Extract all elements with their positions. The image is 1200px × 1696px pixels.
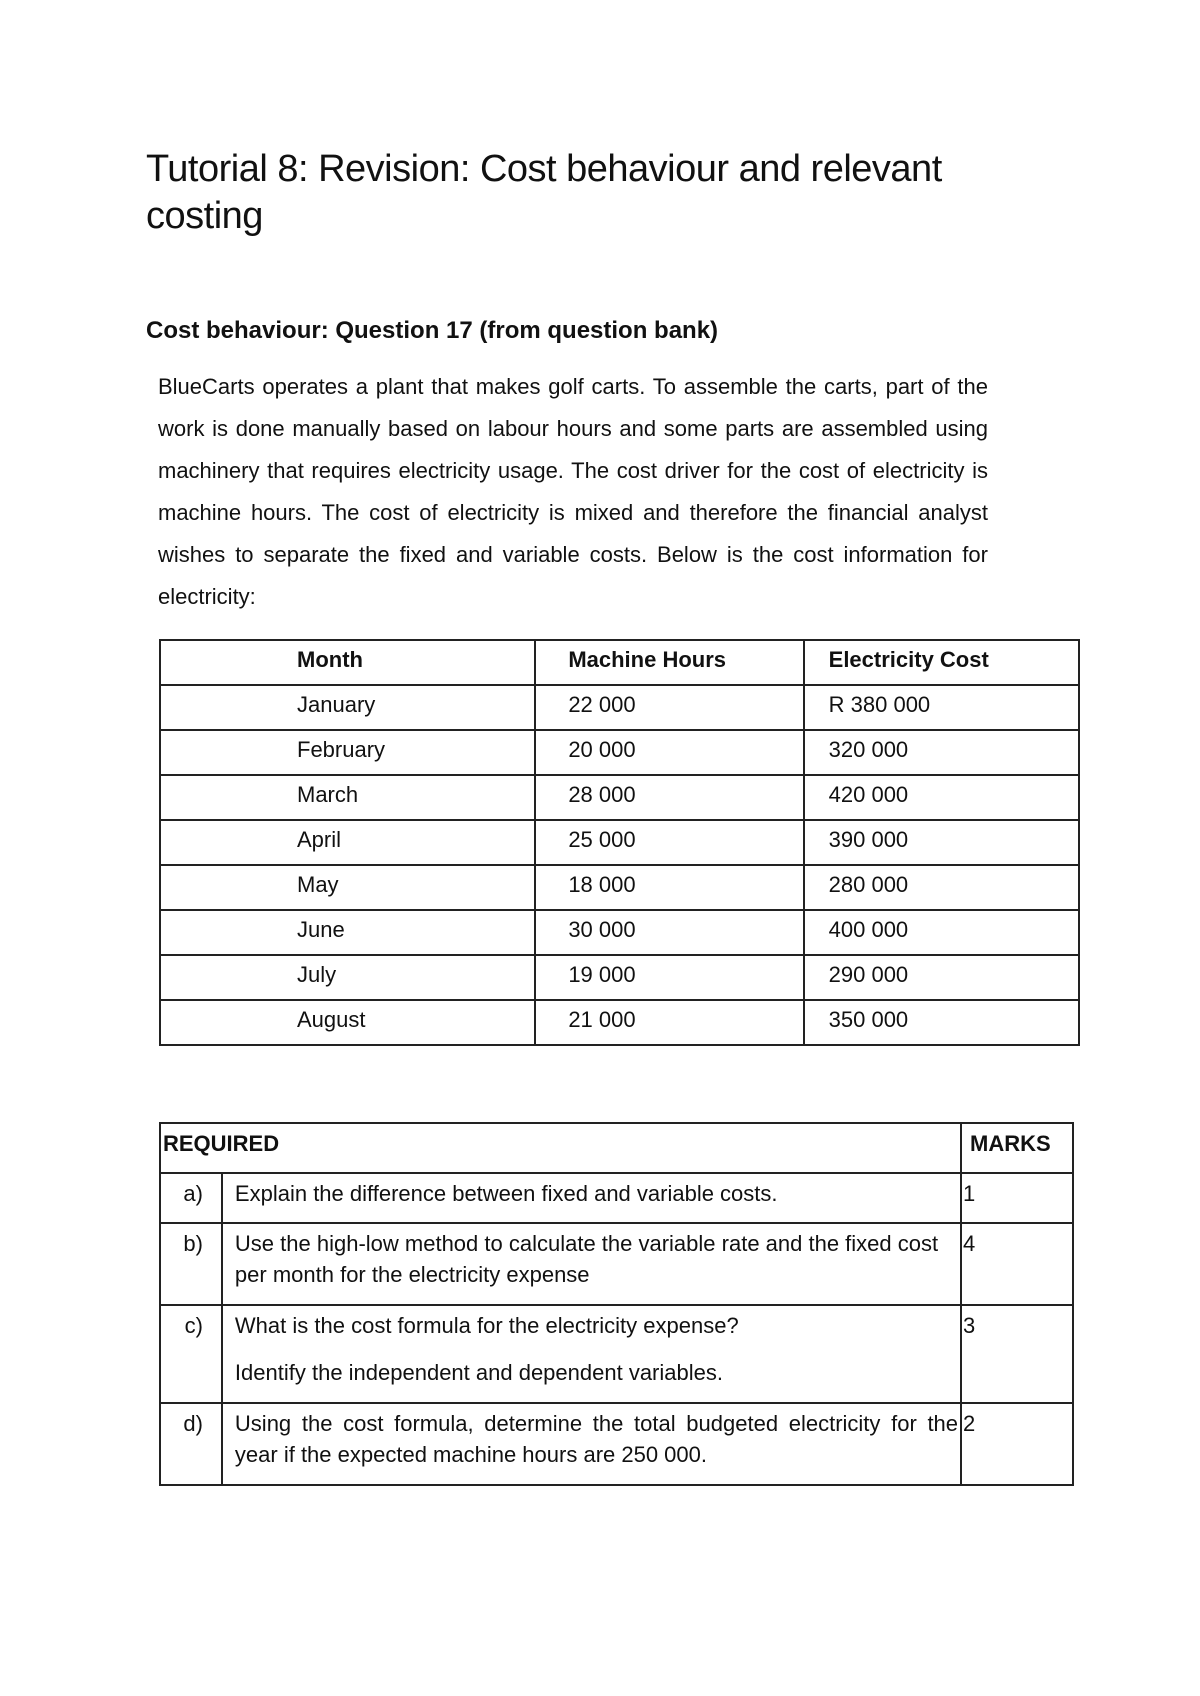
- electricity-cost-cell: 350 000: [804, 1000, 1079, 1045]
- question-letter: a): [160, 1173, 222, 1223]
- month-cell: June: [160, 910, 535, 955]
- table-row: [160, 1000, 1079, 1045]
- table-row: [160, 910, 1079, 955]
- table-row: [160, 685, 1079, 730]
- month-cell: August: [160, 1000, 535, 1045]
- question-letter: c): [160, 1305, 222, 1403]
- month-cell: May: [160, 865, 535, 910]
- header-electricity-cost: Electricity Cost: [804, 640, 1079, 685]
- month-cell: February: [160, 730, 535, 775]
- question-text: Explain the difference between fixed and variable costs.: [222, 1173, 961, 1223]
- table-row: [160, 955, 1079, 1000]
- machine-hours-cell: 22 000: [535, 685, 803, 730]
- electricity-cost-cell: 280 000: [804, 865, 1079, 910]
- electricity-cost-cell: 290 000: [804, 955, 1079, 1000]
- electricity-cost-table: [159, 639, 1080, 1046]
- table-row: [160, 820, 1079, 865]
- question-text-cell: [222, 1305, 961, 1403]
- machine-hours-cell: 21 000: [535, 1000, 803, 1045]
- machine-hours-cell: 28 000: [535, 775, 803, 820]
- question-letter: d): [160, 1403, 222, 1485]
- month-cell: January: [160, 685, 535, 730]
- machine-hours-cell: 20 000: [535, 730, 803, 775]
- electricity-cost-cell: 320 000: [804, 730, 1079, 775]
- question-text: Using the cost formula, determine the total budgeted electricity for the year if the expected machine hours are 250 000.: [222, 1403, 961, 1485]
- question-marks: 1: [961, 1173, 1073, 1223]
- month-cell: March: [160, 775, 535, 820]
- table-row: [160, 775, 1079, 820]
- question-marks: 2: [961, 1403, 1073, 1485]
- electricity-cost-cell: 420 000: [804, 775, 1079, 820]
- required-row: [160, 1403, 1073, 1485]
- month-cell: April: [160, 820, 535, 865]
- electricity-cost-cell: R 380 000: [804, 685, 1079, 730]
- machine-hours-cell: 30 000: [535, 910, 803, 955]
- table-header-row: [160, 640, 1079, 685]
- month-cell: July: [160, 955, 535, 1000]
- electricity-cost-cell: 400 000: [804, 910, 1079, 955]
- required-row: [160, 1223, 1073, 1305]
- question-letter: b): [160, 1223, 222, 1305]
- header-machine-hours: Machine Hours: [535, 640, 803, 685]
- question-subtext: Identify the independent and dependent variables.: [234, 1360, 723, 1385]
- question-text: Use the high-low method to calculate the variable rate and the fixed cost per month for the electricity expense: [222, 1223, 961, 1305]
- machine-hours-cell: 25 000: [535, 820, 803, 865]
- table-row: [160, 865, 1079, 910]
- question-marks: 4: [961, 1223, 1073, 1305]
- table-row: [160, 730, 1079, 775]
- electricity-cost-cell: 390 000: [804, 820, 1079, 865]
- machine-hours-cell: 19 000: [535, 955, 803, 1000]
- required-row: [160, 1173, 1073, 1223]
- required-table: [159, 1122, 1074, 1486]
- machine-hours-cell: 18 000: [535, 865, 803, 910]
- intro-paragraph: BlueCarts operates a plant that makes golf carts. To assemble the carts, part of the work is done manually based on labour hours and some parts are assembled using machinery that requires electricity usage. The cost driver for the cost of electricity is machine hours. The cost of electricity is mixed and therefore the financial analyst wishes to separate the fixed and variable costs. Below is the cost information for electricity:: [158, 374, 988, 609]
- section-heading: Cost behaviour: Question 17 (from question bank): [146, 317, 719, 344]
- question-text: What is the cost formula for the electricity expense?: [234, 1313, 739, 1338]
- required-header-row: [160, 1123, 1073, 1173]
- question-marks: 3: [961, 1305, 1073, 1403]
- required-row: [160, 1305, 1073, 1403]
- document-title: Tutorial 8: Revision: Cost behaviour and relevant costing: [146, 148, 942, 237]
- header-required: REQUIRED: [160, 1123, 961, 1173]
- header-month: Month: [160, 640, 535, 685]
- header-marks: MARKS: [961, 1123, 1073, 1173]
